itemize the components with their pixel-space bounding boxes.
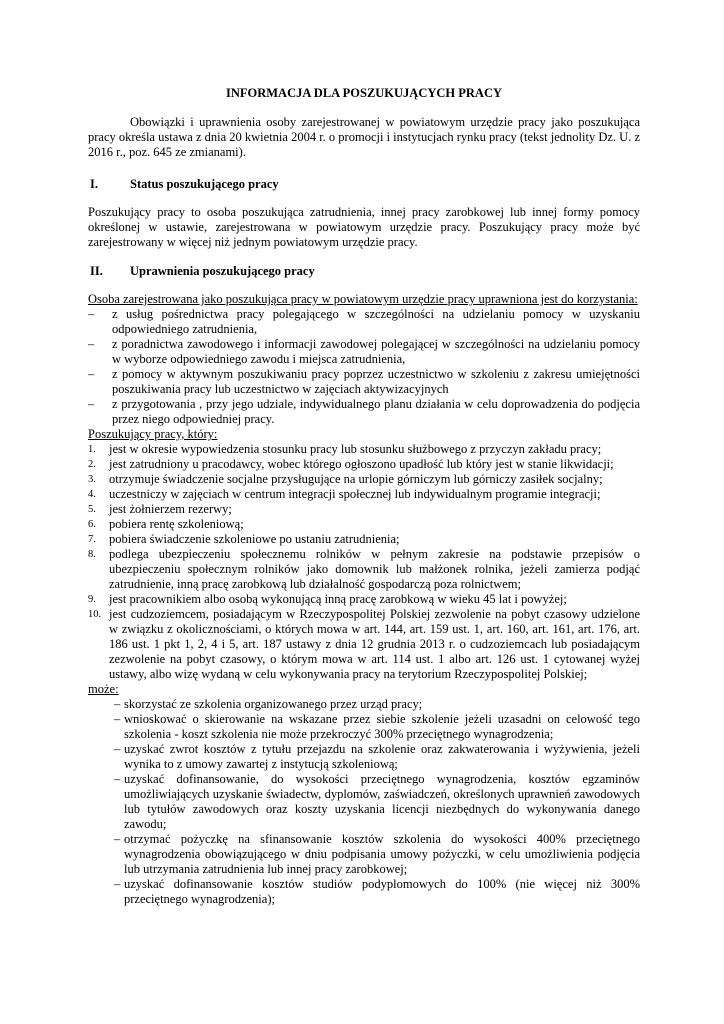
dash-marker: –: [88, 337, 95, 351]
dash-marker: –: [114, 772, 121, 786]
list-item: – z pomocy w aktywnym poszukiwaniu pracy poprzez uczestnictwo w szkoleniu z zakresu umiejętności poszukiwania pracy lub uczestnictwo w zajęciach aktywizacyjnych: [88, 367, 640, 396]
dash-marker: –: [88, 397, 95, 411]
list-item: – uzyskać dofinansowanie, do wysokości przeciętnego wynagrodzenia, kosztów egzaminów umożliwiających uzyskanie świadectw, dyplomów, zaświadczeń, określonych uprawnień zawodowych lub tytułów zawodowych oraz koszty uzyskania licencji niezbędnych do wykonywania danego zawodu;: [114, 772, 640, 831]
list-number: 5.: [88, 504, 96, 515]
dash-marker: –: [88, 367, 95, 381]
list-number: 9.: [88, 594, 96, 605]
dash-marker: –: [114, 697, 121, 711]
list-item: 8. podlega ubezpieczeniu społecznemu rolników w pełnym zakresie na podstawie przepisów o ubezpieczeniu społecznym rolników jako domownik lub małżonek rolnika, jeżeli zamierza podjąć zatrudnienie, inną pracę zarobkową lub działalność gospodarczą poza rolnictwem;: [88, 547, 640, 591]
document-title: INFORMACJA DLA POSZUKUJĄCYCH PRACY: [225, 86, 503, 100]
list-number: 2.: [88, 459, 96, 470]
section-1-title: Status poszukującego pracy: [130, 177, 279, 191]
dash-marker: –: [114, 832, 121, 846]
list-item: – z usług pośrednictwa pracy polegającego w szczególności na udzielaniu pomocy w uzyskaniu odpowiedniego zatrudnienia,: [88, 307, 640, 336]
list-item: 7. pobiera świadczenie szkoleniowe po ustaniu zatrudnienia;: [88, 532, 400, 546]
list-number: 10.: [88, 609, 102, 620]
entitlements-list: [88, 307, 640, 427]
section-2-body: [88, 292, 640, 907]
dash-marker: –: [88, 307, 95, 321]
list-item: 10. jest cudzoziemcem, posiadającym w Rzeczypospolitej Polskiej zezwolenie na pobyt czasowy udzielone w związku z okolicznościami, o których mowa w art. 144, art. 159 ust. 1, art. 160, art. 161, art. 176, art. 186 ust. 1 pkt 1, 2, 4 i 5, art. 187 ustawy z dnia 12 grudnia 2013 r. o cudzoziemcach lub posiadającym zezwolenie na pobyt czasowy, o którym mowa w art. 114 ust. 1 albo art. 126 ust. 1 cytowanej wyżej ustawy, albo wizę wydaną w celu wykonywania pracy na terytorium Rzeczypospolitej Polskiej;: [88, 607, 640, 681]
list-item: 9. jest pracownikiem albo osobą wykonującą inną pracę zarobkową w wieku 45 lat i powyżej;: [88, 592, 567, 606]
list-item: 6. pobiera rentę szkoleniową;: [88, 517, 244, 531]
section-1-number: I.: [90, 177, 98, 191]
entitlements-lead: Osoba zarejestrowana jako poszukująca pracy w powiatowym urzędzie pracy uprawniona jest do korzystania:: [88, 292, 638, 306]
who-lead: Poszukujący pracy, który:: [88, 427, 218, 441]
dash-marker: –: [114, 877, 121, 891]
dash-marker: –: [114, 742, 121, 756]
section-2-title: Uprawnienia poszukującego pracy: [130, 264, 315, 278]
list-item: – otrzymać pożyczkę na sfinansowanie kosztów szkolenia do wysokości 400% przeciętnego wynagrodzenia obowiązującego w dniu podpisania umowy pożyczki, w celu umożliwienia podjęcia lub utrzymania zatrudnienia lub innej pracy zarobkowej;: [114, 832, 640, 876]
who-list: [88, 442, 640, 682]
list-item: – z poradnictwa zawodowego i informacji zawodowej polegającej w szczególności na udzielaniu pomocy w wyborze odpowiedniego zawodu i miejsca zatrudnienia,: [88, 337, 640, 366]
list-item: 1. jest w okresie wypowiedzenia stosunku pracy lub stosunku służbowego z przyczyn zakładu pracy;: [88, 442, 602, 456]
section-1-heading: [88, 177, 279, 192]
list-number: 4.: [88, 489, 96, 500]
list-item: – z przygotowania , przy jego udziale, indywidualnego planu działania w celu doprowadzenia do podjęcia przez niego odpowiedniej pracy.: [88, 397, 640, 426]
list-item: – skorzystać ze szkolenia organizowanego przez urząd pracy;: [114, 697, 423, 711]
list-number: 7.: [88, 534, 96, 545]
intro-paragraph: Obowiązki i uprawnienia osoby zarejestrowanej w powiatowym urzędzie pracy jako poszukująca pracy określa ustawa z dnia 20 kwietnia 2004 r. o promocji i instytucjach rynku pracy (tekst jednolity Dz. U. z 2016 r., poz. 645 ze zmianami).: [88, 115, 640, 159]
list-number: 8.: [88, 549, 96, 560]
list-number: 6.: [88, 519, 96, 530]
dash-marker: –: [114, 712, 121, 726]
list-number: 1.: [88, 444, 96, 455]
may-list: [88, 697, 640, 907]
list-item: 3. otrzymuje świadczenie socjalne przysługujące na urlopie górniczym lub górniczy zasiłek socjalny;: [88, 472, 603, 486]
list-item: – uzyskać dofinansowanie kosztów studiów podyplomowych do 100% (nie więcej niż 300% przeciętnego wynagrodzenia);: [114, 877, 640, 906]
list-item: 5. jest żołnierzem rezerwy;: [88, 502, 232, 516]
section-2-heading: [88, 264, 315, 279]
section-2-number: II.: [90, 264, 103, 278]
may-lead: może:: [88, 682, 119, 696]
list-number: 3.: [88, 474, 96, 485]
list-item: – wnioskować o skierowanie na wskazane przez siebie szkolenie jeżeli uzasadni on celowość tego szkolenia - koszt szkolenia nie może przekroczyć 300% przeciętnego wynagrodzenia;: [114, 712, 640, 741]
list-item: 4. uczestniczy w zajęciach w centrum integracji społecznej lub indywidualnym programie integracji;: [88, 487, 601, 501]
list-item: – uzyskać zwrot kosztów z tytułu przejazdu na szkolenie oraz zakwaterowania i wyżywienia, jeżeli wynika to z umowy zawartej z instytucją szkoleniową;: [114, 742, 640, 771]
section-1-text: Poszukujący pracy to osoba poszukująca zatrudnienia, innej pracy zarobkowej lub innej formy pomocy określonej w ustawie, zarejestrowana w powiatowym urzędzie pracy. Poszukujący pracy może być zarejestrowany w więcej niż jednym powiatowym urzędzie pracy.: [88, 205, 640, 249]
list-item: 2. jest zatrudniony u pracodawcy, wobec którego ogłoszono upadłość lub który jest w stanie likwidacji;: [88, 457, 614, 471]
